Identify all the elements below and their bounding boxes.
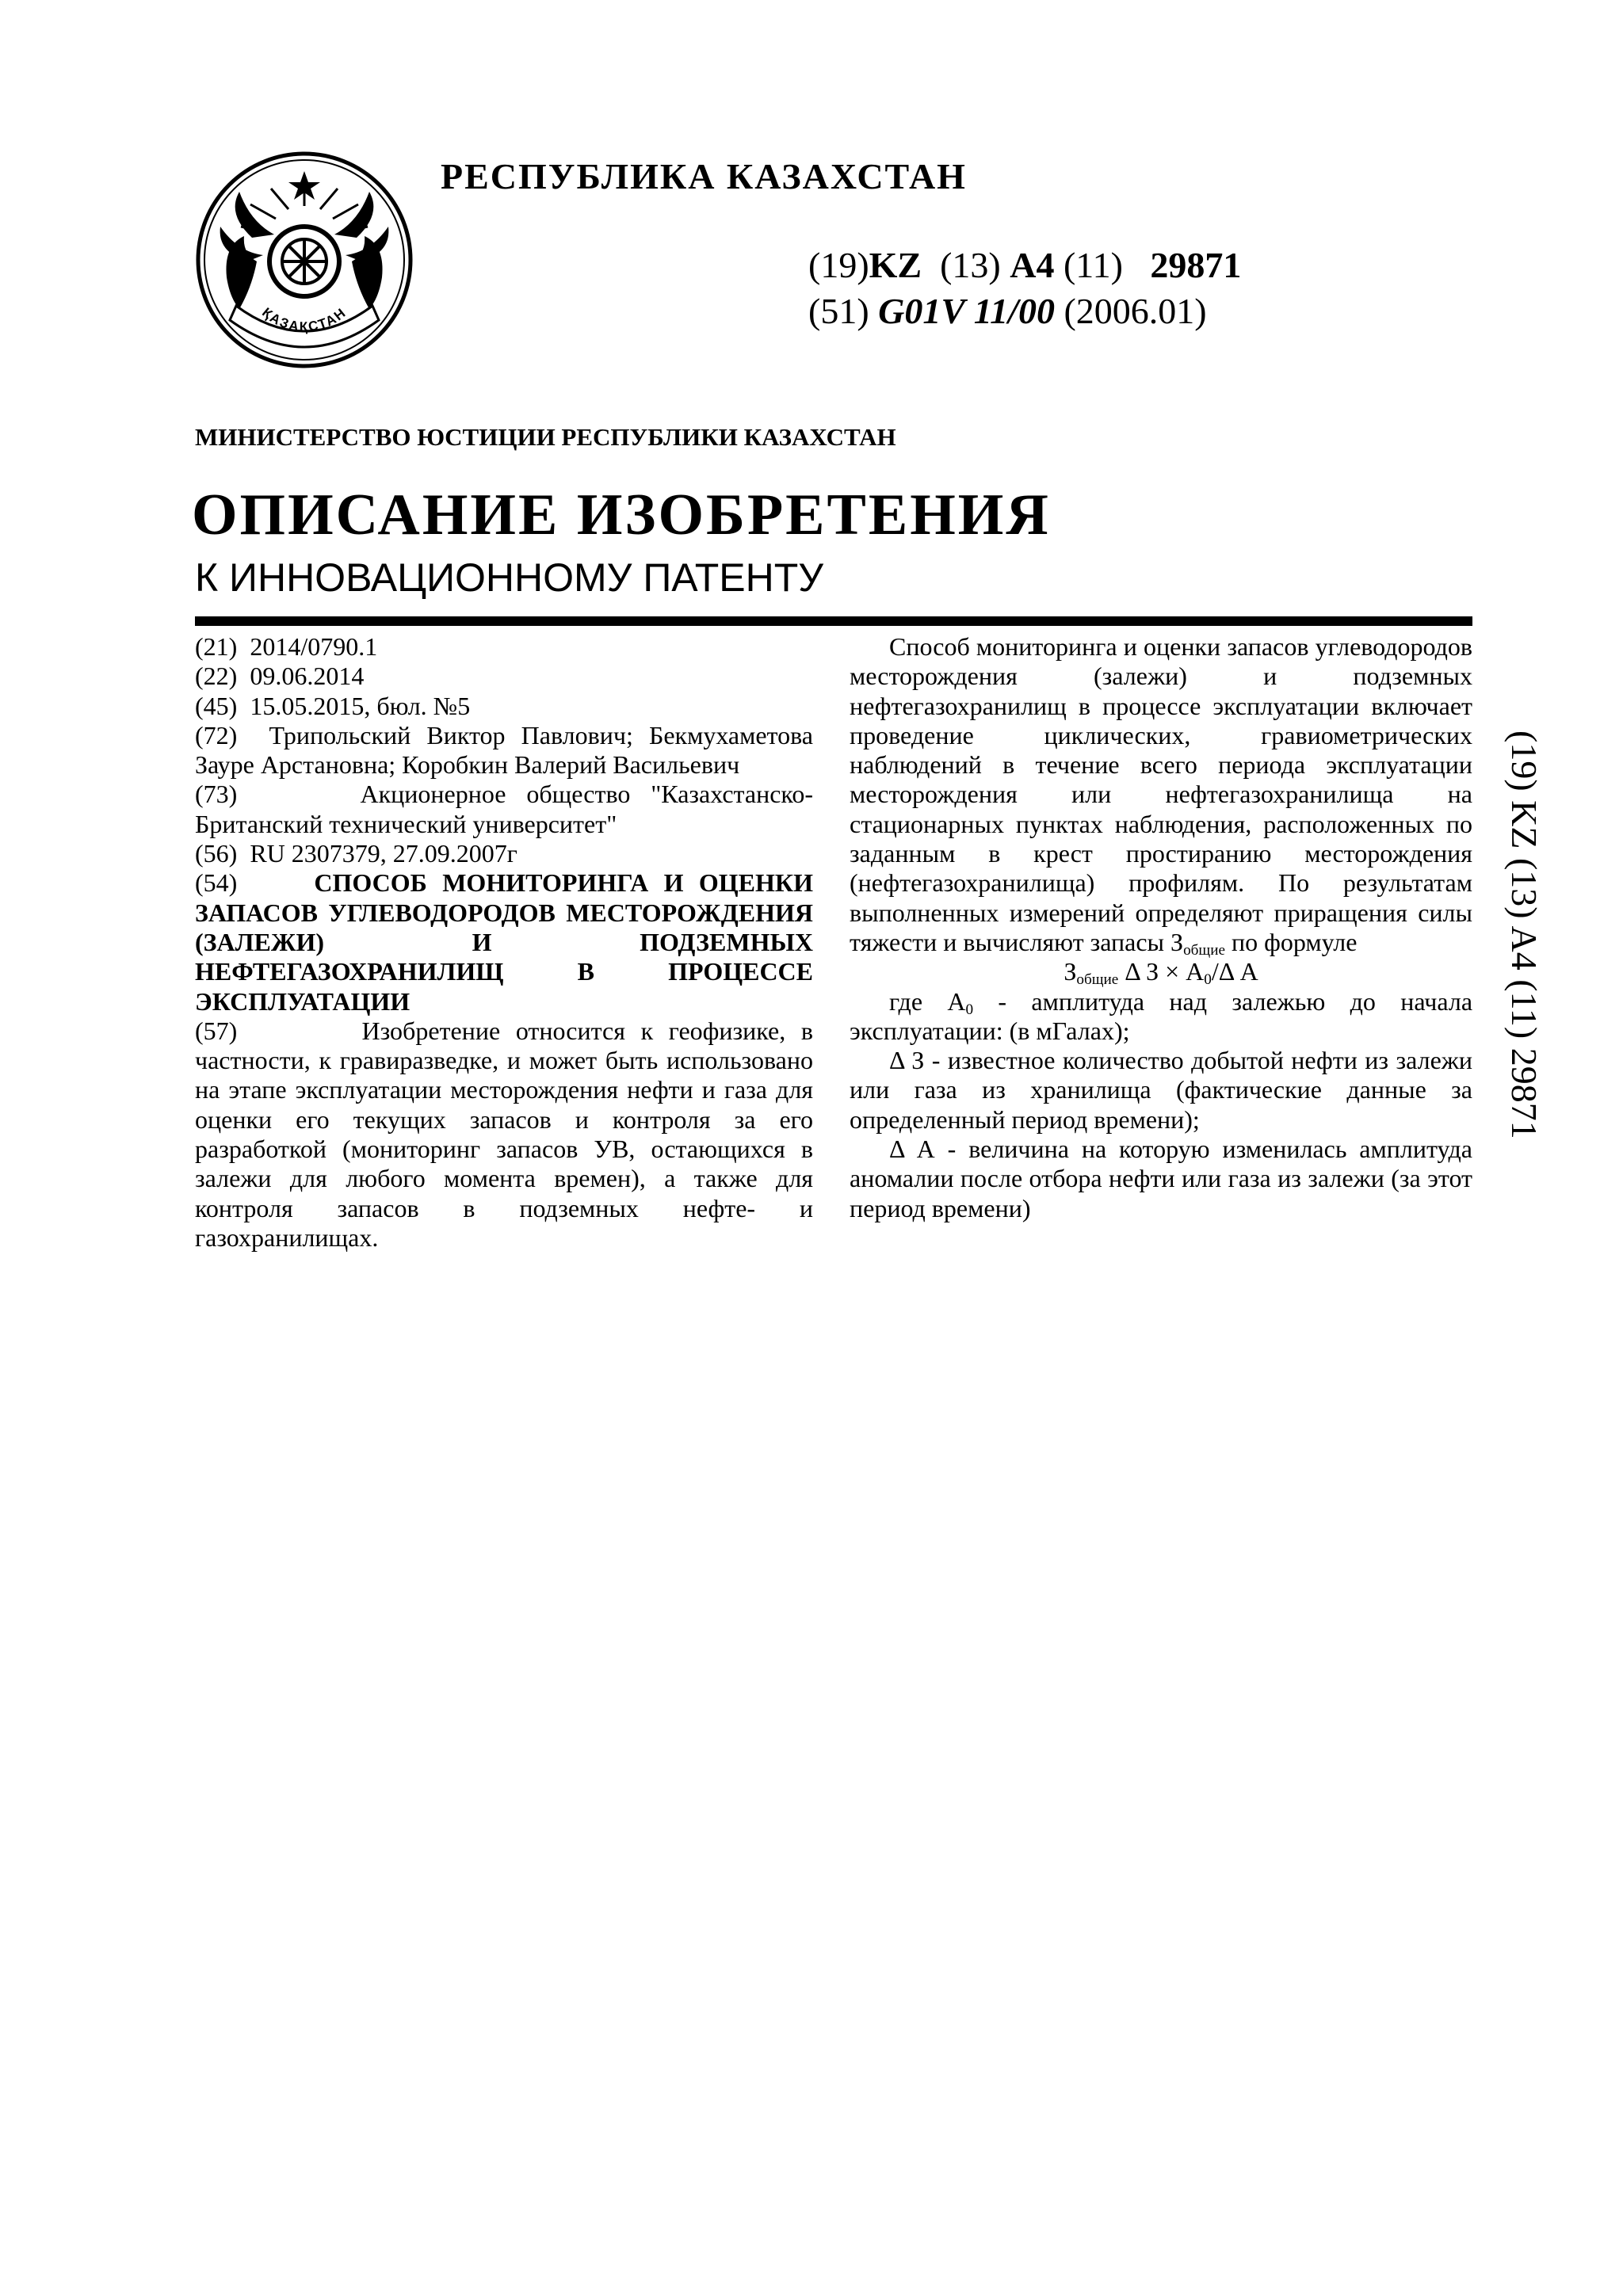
inid-19: (19) bbox=[808, 245, 869, 285]
country-name: РЕСПУБЛИКА КАЗАХСТАН bbox=[441, 156, 967, 196]
formula: $З_{общие}$ Δ $З \times А_0/\Delta$ А bbox=[1064, 957, 1258, 989]
patent-number: 29871 bbox=[1150, 245, 1242, 285]
biblio-72-inventors: (72) Трипольский Виктор Павлович; Бекмухаметова Зауре Арстановна; Коробкин Валерий Васильевич bbox=[195, 720, 814, 780]
state-emblem-icon bbox=[195, 151, 414, 369]
biblio-54-title: (54) СПОСОБ МОНИТОРИНГА И ОЦЕНКИ ЗАПАСОВ УГЛЕВОДОРОДОВ МЕСТОРОЖДЕНИЯ (ЗАЛЕЖИ) И ПОДЗЕМНЫХ НЕФТЕГАЗОХРАНИЛИЩ В ПРОЦЕССЕ ЭКСПЛУАТАЦИИ bbox=[195, 868, 813, 1016]
ministry-name: МИНИСТЕРСТВО ЮСТИЦИИ РЕСПУБЛИКИ КАЗАХСТАН bbox=[195, 423, 896, 451]
document-kind: A4 bbox=[1010, 245, 1055, 285]
bibliographic-data bbox=[195, 632, 813, 1253]
header-divider bbox=[195, 616, 1472, 626]
biblio-21: (21) 2014/0790.1 bbox=[195, 632, 378, 661]
document-subtitle: К ИННОВАЦИОННОМУ ПАТЕНТУ bbox=[195, 555, 824, 600]
inid-13: (13) bbox=[940, 245, 1001, 285]
ipc-class: G01V 11/00 bbox=[878, 291, 1055, 331]
biblio-56-references: (56) RU 2307379, 27.09.2007г bbox=[195, 839, 517, 868]
publication-codes bbox=[808, 244, 1241, 286]
biblio-45: (45) 15.05.2015, бюл. №5 bbox=[195, 691, 471, 720]
inid-51: (51) bbox=[808, 291, 869, 331]
biblio-57-field: (57) Изобретение относится к геофизике, в частности, к гравиразведке, и может быть использовано на этапе эксплуатации месторождения нефти и газа для оценки его текущих запасов и контроля за его разработкой (мониторинг запасов УВ, остающихся в залежи для любого момента времен), а также для контроля запасов в подземных нефте- и газохранилищах. bbox=[195, 1016, 814, 1252]
document-title: ОПИСАНИЕ ИЗОБРЕТЕНИЯ bbox=[192, 482, 1051, 547]
biblio-73-owner: (73) Акционерное общество "Казахстанско-Британский технический университет" bbox=[195, 780, 813, 838]
definition-delta-z: Δ З - известное количество добытой нефти из залежи или газа из хранилища (фактические данные за определенный период времени); bbox=[850, 1046, 1472, 1134]
definition-delta-a: Δ А - величина на которую изменилась амплитуда аномалии после отбора нефти или газа из залежи (за этот период времени) bbox=[850, 1135, 1472, 1222]
biblio-22: (22) 09.06.2014 bbox=[195, 662, 365, 691]
abstract-paragraph: Способ мониторинга и оценки запасов углеводородов месторождения (залежи) и подземных нефтегазохранилищ в процессе эксплуатации включает проведение циклических, гравиометрических наблюдений в течение всего периода эксплуатации месторождения или нефтегазохранилища на стационарных пунктах наблюдения, расположенных по заданным в крест простиранию месторождения (нефтегазохранилища) профилям. По результатам выполненных измерений определяют приращения силы тяжести и вычисляют запасы $З_{общие}$ по формуле bbox=[850, 632, 1472, 959]
emblem-label: ҚАЗАҚСТАН bbox=[259, 304, 349, 335]
ipc-version: (2006.01) bbox=[1064, 291, 1207, 331]
side-publication-code: (19) KZ (13) A4 (11) 29871 bbox=[1504, 730, 1545, 1139]
inid-11: (11) bbox=[1063, 245, 1123, 285]
country-code: KZ bbox=[869, 245, 922, 285]
abstract-text bbox=[850, 632, 1472, 1223]
classification-codes bbox=[808, 290, 1207, 332]
definition-a0: где $А_0$ - амплитуда над залежью до начала эксплуатации: (в мГалах); bbox=[850, 986, 1473, 1045]
